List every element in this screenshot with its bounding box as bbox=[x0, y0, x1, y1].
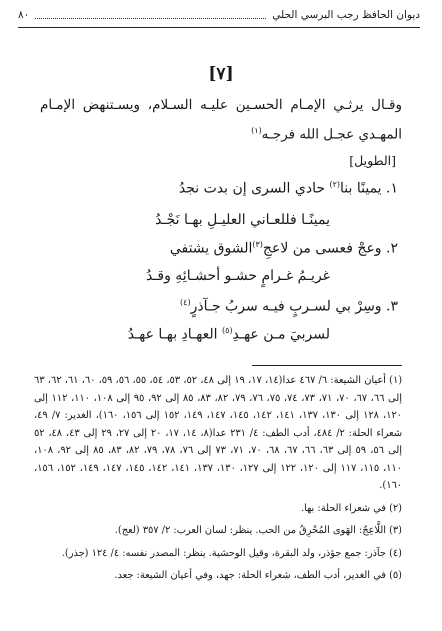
footnotes bbox=[34, 372, 402, 590]
footnote-5: (٥) في الغدير، أدب الطف، شعراء الحلة: جهد، وفي أعيان الشيعة: جعد. bbox=[114, 570, 402, 581]
footnote-3: (٣) اللَّاعِجُ: الهَوى المُحْرِقُ من الحب. ينظر: لسان العرب: ٢/ ٣٥٧ (لعج). bbox=[114, 525, 402, 536]
footnote-ref: (١) bbox=[251, 126, 262, 135]
verse-text: حادي السرى إن بدت نجدُ bbox=[178, 180, 330, 197]
verse-1-second-hemistich: يمينًـا فللعـاني العليـلِ بهـا نَجْـدُ bbox=[155, 212, 330, 228]
header-rule bbox=[18, 27, 420, 28]
book-title: ديوان الحافظ رجب البرسي الحلي bbox=[272, 8, 420, 21]
footnote-ref: (٥) bbox=[221, 326, 233, 335]
header-dot-leader bbox=[35, 12, 266, 19]
footnote-4: (٤) جآذر: جمع جؤذر، ولد البقرة، وقيل الوحشية. ينظر: المصدر نفسه: ٤/ ١٢٤ (جذر). bbox=[61, 547, 402, 559]
page-number: ٨٠ bbox=[18, 8, 30, 21]
verse-text: العهـادِ بهـا عهـدُ bbox=[127, 326, 222, 343]
meter-label: [الطويل] bbox=[349, 153, 396, 168]
verse-3-second-hemistich bbox=[128, 326, 330, 343]
poem-intro bbox=[40, 92, 402, 148]
footnote-ref: (٤) bbox=[180, 298, 191, 307]
footnote-rule bbox=[252, 365, 402, 366]
verse-2-first-hemistich bbox=[170, 240, 398, 257]
verse-3-first-hemistich bbox=[180, 298, 398, 315]
poem-number: [٧] bbox=[208, 64, 234, 84]
footnote-ref: (٣) bbox=[252, 240, 263, 249]
verse-text: الشوق يشتفي bbox=[169, 240, 253, 257]
verse-text: ٢. وعجْ فعسى من لاعجِ bbox=[262, 240, 398, 257]
verse-text: لسربيَ مـن عهـدِ bbox=[232, 326, 330, 343]
intro-text: وقـال يرثـي الإمـام الحسـين عليـه السـلام، ويسـتنهض الإمـام المهـدي عجـل الله فرجـه bbox=[40, 97, 402, 143]
footnote-2: (٢) في شعراء الحلة: بها. bbox=[300, 502, 402, 514]
verse-text: ٣. وسِرْ بي لسـربٍ فيـه سربُ جـآذرٍ bbox=[190, 298, 398, 315]
verse-text: ١. يمينًا بنا bbox=[340, 180, 398, 197]
running-header bbox=[18, 4, 420, 26]
footnote-ref: (٢) bbox=[329, 180, 341, 189]
verse-1-first-hemistich bbox=[179, 180, 398, 197]
verse-2-second-hemistich: غريـمُ غـرامٍ حشـو أحشـائِهِ وقـدُ bbox=[145, 268, 330, 284]
footnote-1: (١) أعيان الشيعة: ٦/ ٤٦٧ عدا(١٤، ١٧، ١٩ إلى ٤٨، ٥٢، ٥٣، ٥٤، ٥٥، ٥٦، ٥٩، ٦٠، ٦١، ٦٢، ٦٣ إلى ٦٦، ٦٧، ٧٠، ٧١، ٧٣، ٧٤، ٧٥، ٧٦، ٧٩، ٨٢، ٨٣، ٨٥ إلى ٩٢، ٩٥ إلى ١٠٨، ١١٠، ١١٢ إلى ١٢٠، ١٢٨ إلى ١٣٠، ١٣٧، ١٤١، ١٤٢، ١٤٥، ١٤٧، ١٤٩، ١٥٢ إلى ١٥٦، ١٦٠)، الغدير: ٧/ ٤٩، شعراء الحلة: ٢/ ٤٨٤، أدب الطف: ٤/ ٢٣١ عدا(٨، ١٤، ١٧، ٢٠ إلى ٢٧، ٢٩ إلى ٤٣، ٤٨، ٥٢ إلى ٥٦، ٥٩ إلى ٦٣، ٦٦، ٦٧، ٦٨، ٧٠، ٧١، ٧٣ إلى ٧٦، ٧٨، ٧٩، ٨٢، ٨٣، ٨٥ إلى ٩٢، ١٠٨، ١١٠، ١١٥، ١١٧ إلى ١٢٠، ١٢٢ إلى ١٢٧، ١٣٠، ١٣٧، ١٤١، ١٤٢، ١٤٥، ١٤٧، ١٤٩، ١٥٢، ١٥٦، ١٦٠). bbox=[34, 375, 403, 491]
